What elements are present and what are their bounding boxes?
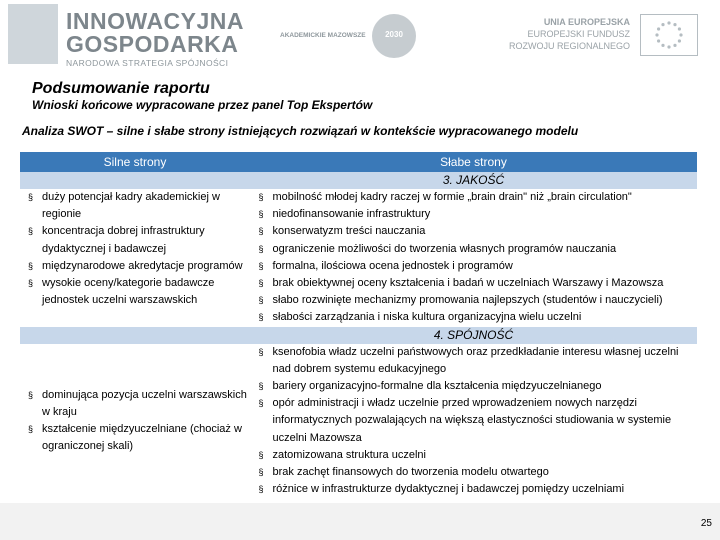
list-item: § międzynarodowe akredytacje programów — [20, 258, 250, 275]
list-item: § dominująca pozycja uczelni warszawskich w kraju — [20, 387, 250, 421]
list-item: § kształcenie międzyuczelniane (chociaż w ograniczonej skali) — [20, 421, 250, 455]
list-item: § niedofinansowanie infrastruktury — [251, 206, 698, 223]
page-title: Podsumowanie raportu — [32, 80, 210, 97]
section-title-cohesion: 4. SPÓJNOŚĆ — [250, 327, 697, 344]
col-weaknesses-header: Słabe strony — [250, 152, 697, 172]
ue-logo-text — [508, 16, 630, 52]
list-item: § zatomizowana struktura uczelni — [251, 447, 698, 464]
page-subtitle: Wnioski końcowe wypracowane przez panel Top Ekspertów — [32, 98, 373, 112]
am-badge-text: 2030 — [385, 30, 403, 39]
logo-line2: GOSPODARKA — [66, 31, 239, 57]
list-item: § opór administracji i władz uczelnie przed wprowadzeniem nowych narzędzi informatycznych pozwalających na większą elastyczności studiowania w systemie uczelni Mazowsza — [251, 395, 698, 447]
list-item: § różnice w infrastrukturze dydaktycznej i badawczej pomiędzy uczelniami — [251, 481, 698, 498]
list-item: § mobilność młodej kadry raczej w formie „brain drain" niż „brain circulation" — [251, 189, 698, 206]
logo-subtitle: NARODOWA STRATEGIA SPÓJNOŚCI — [66, 58, 229, 68]
list-item: § duży potencjał kadry akademickiej w regionie — [20, 189, 250, 223]
am-logo-text: AKADEMICKIE MAZOWSZE — [280, 32, 366, 39]
logo-line1: INNOWACYJNA — [66, 8, 245, 34]
section-header-left — [20, 327, 250, 344]
header-banner — [0, 0, 720, 78]
eu-stars-logo-icon — [8, 4, 58, 64]
list-item: § słabości zarządzania i niska kultura organizacyjna wielu uczelni — [251, 309, 698, 326]
section-header-left — [20, 172, 250, 189]
ue-flag-icon — [640, 14, 698, 56]
weaknesses-cell — [250, 189, 697, 327]
ue-line1: UNIA EUROPEJSKA — [543, 17, 630, 27]
page-number: 25 — [700, 518, 712, 529]
list-item: § ksenofobia władz uczelni państwowych oraz przedkładanie interesu własnej uczelni nad dobrem systemu edukacyjnego — [251, 344, 698, 378]
strengths-cell — [20, 344, 250, 499]
ue-line3: ROZWOJU REGIONALNEGO — [508, 41, 630, 51]
list-item: § brak zachęt finansowych do tworzenia modelu otwartego — [251, 464, 698, 481]
list-item: § formalna, ilościowa ocena jednostek i programów — [251, 258, 698, 275]
col-strengths-header: Silne strony — [20, 152, 250, 172]
section-title-quality: 3. JAKOŚĆ — [250, 172, 697, 189]
analysis-heading: Analiza SWOT – silne i słabe strony istniejących rozwiązań w kontekście wypracowanego modelu — [22, 124, 579, 138]
list-item: § koncentracja dobrej infrastruktury dydaktycznej i badawczej — [20, 223, 250, 257]
list-item: § ograniczenie możliwości do tworzenia własnych programów nauczania — [251, 241, 698, 258]
weaknesses-cell — [250, 344, 697, 499]
list-item: § bariery organizacyjno-formalne dla kształcenia międzyuczelnianego — [251, 378, 698, 395]
am-badge-icon — [372, 14, 416, 58]
strengths-cell — [20, 189, 250, 327]
footer-bar — [0, 503, 720, 540]
list-item: § słabo rozwinięte mechanizmy promowania najlepszych (studentów i nauczycieli) — [251, 292, 698, 309]
ue-line2: EUROPEJSKI FUNDUSZ — [527, 29, 630, 39]
logo-title — [66, 10, 244, 56]
swot-table — [20, 152, 697, 498]
list-item: § brak obiektywnej oceny kształcenia i badań w uczelniach Warszawy i Mazowsza — [251, 275, 698, 292]
list-item: § konserwatyzm treści nauczania — [251, 223, 698, 240]
list-item: § wysokie oceny/kategorie badawcze jednostek uczelni warszawskich — [20, 275, 250, 309]
